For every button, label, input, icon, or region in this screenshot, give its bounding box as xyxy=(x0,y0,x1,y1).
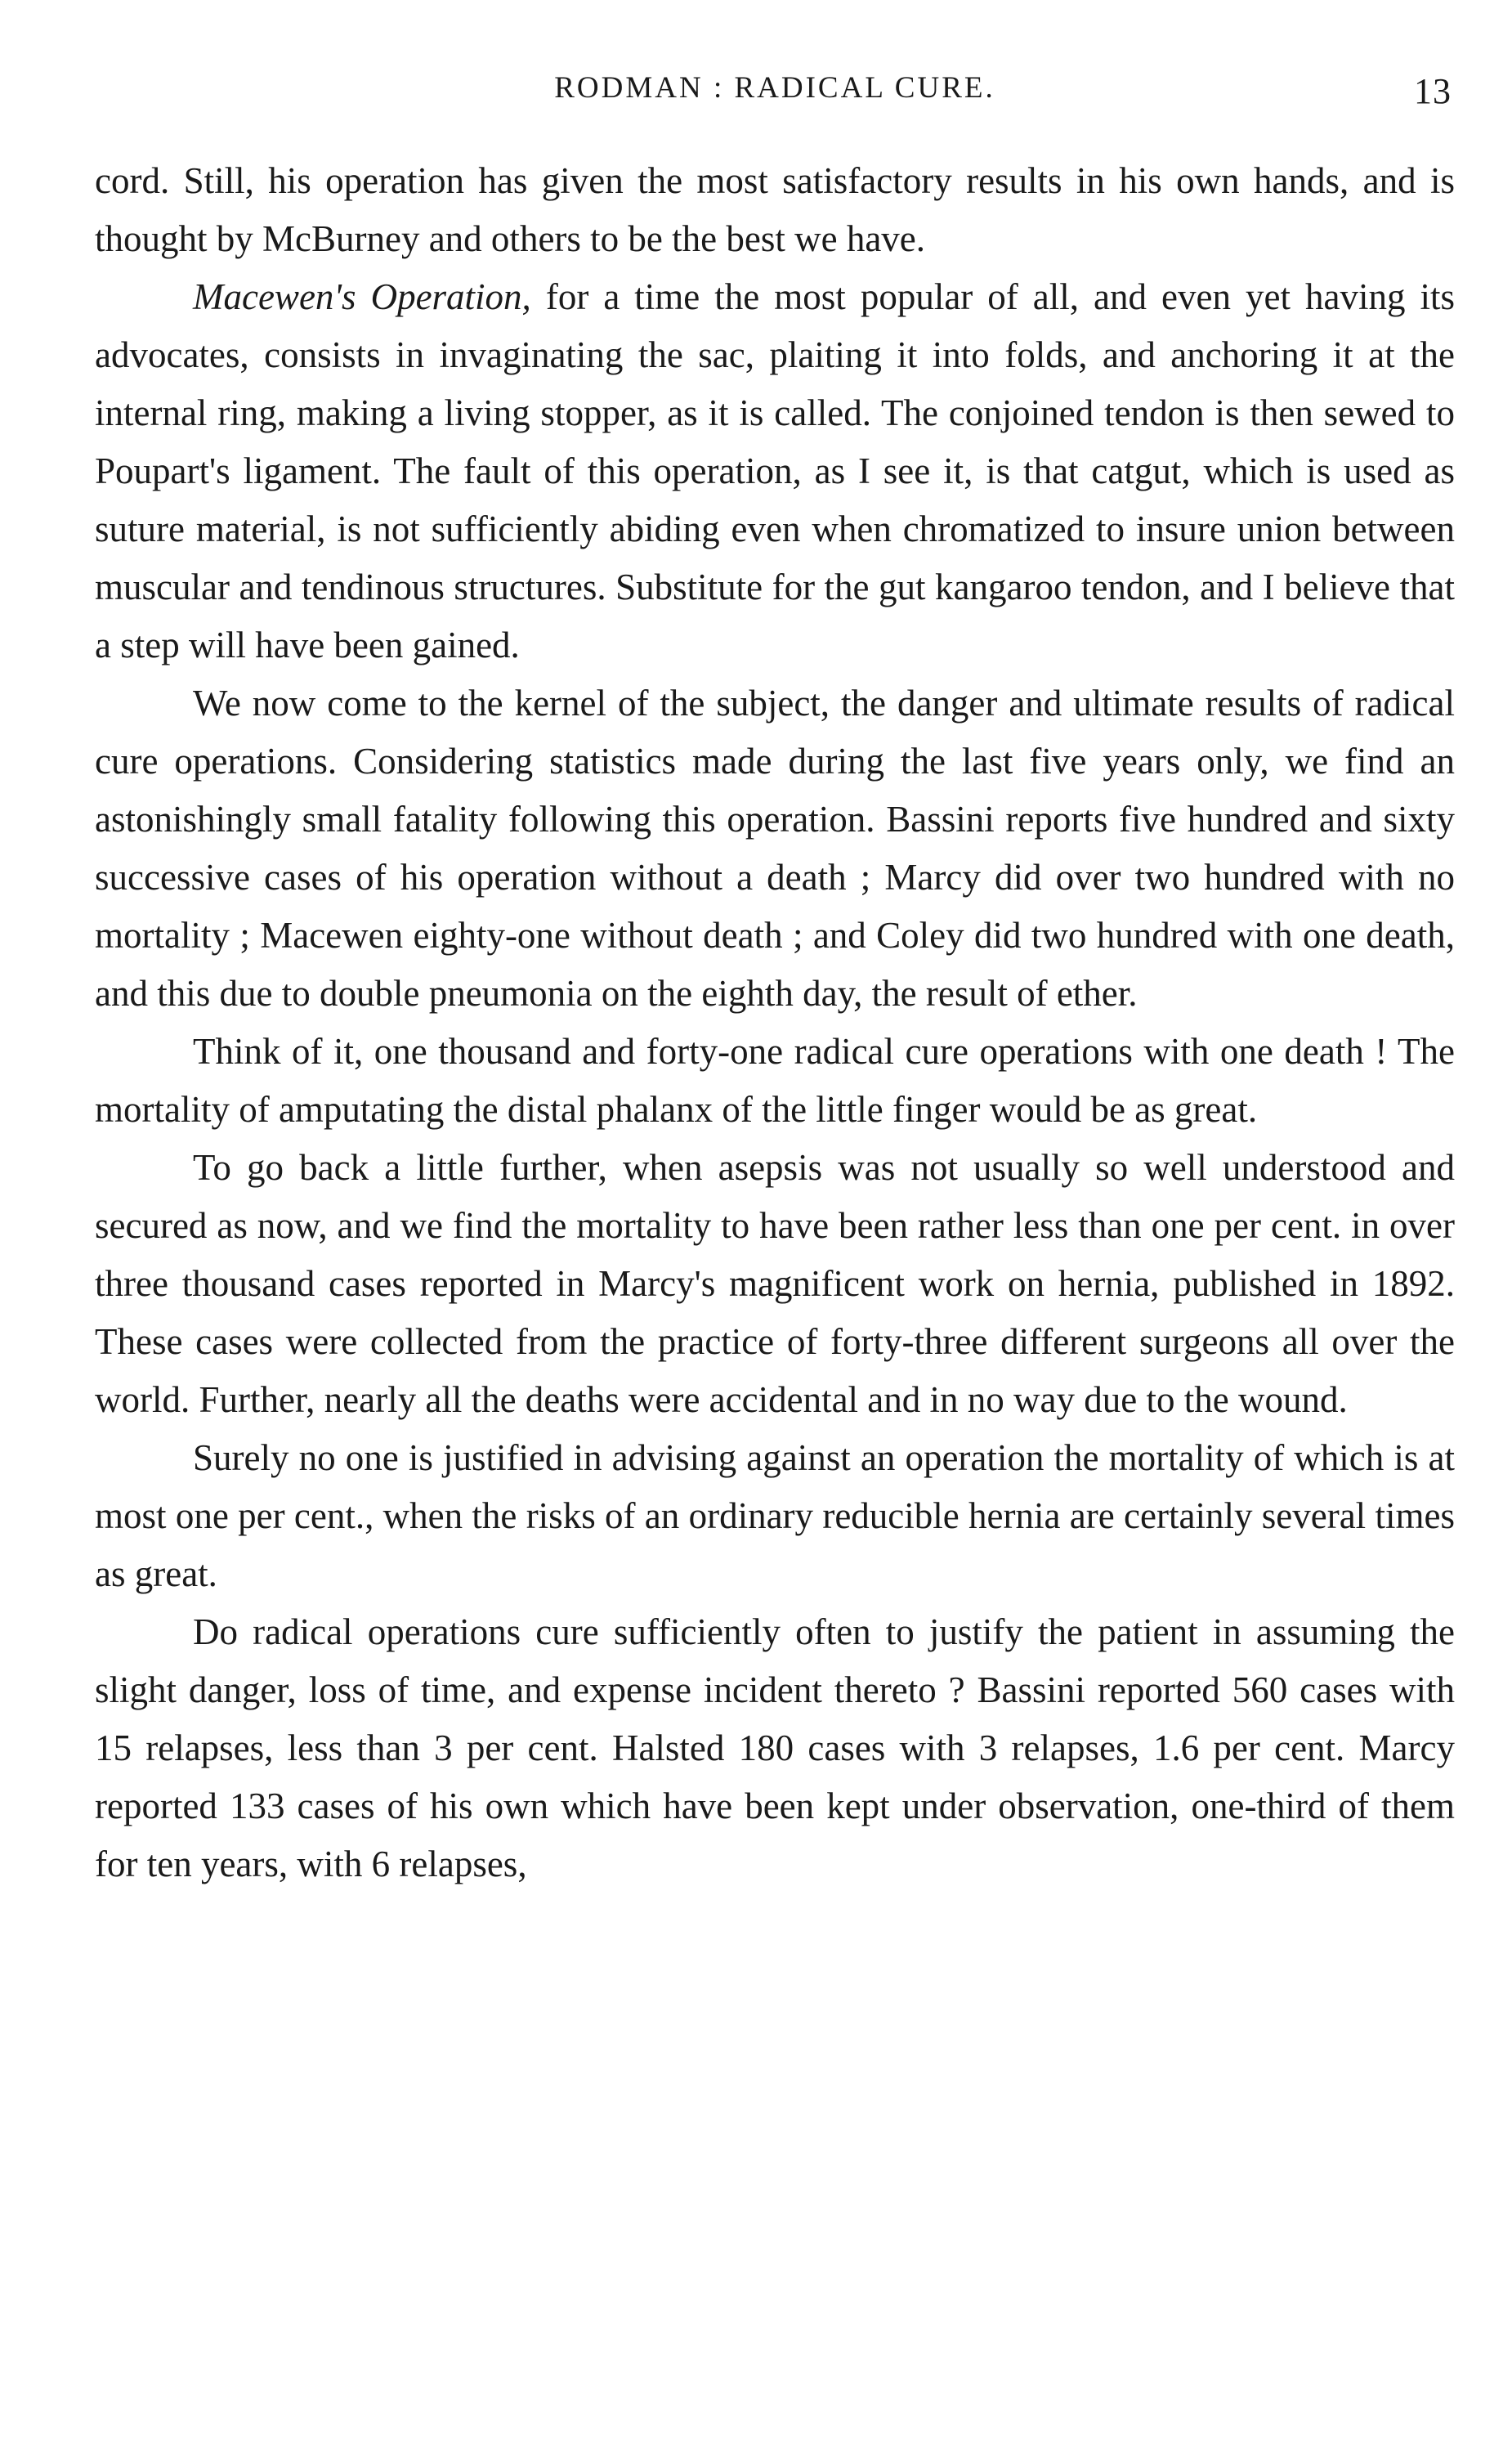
paragraph-5 xyxy=(95,1139,1455,1429)
paragraph-3 xyxy=(95,674,1455,1023)
paragraph-6 xyxy=(95,1429,1455,1603)
paragraph-7 xyxy=(95,1603,1455,1893)
paragraph-4-text: Think of it, one thousand and forty-one radical cure operations with one death ! The mortality of amputating the distal phalanx of the little finger would be as great. xyxy=(95,1031,1455,1130)
document-page xyxy=(95,0,1455,2442)
page-header xyxy=(95,70,1455,119)
paragraph-1-text: cord. Still, his operation has given the most satisfactory results in his own hands, and is thought by McBurney and others to be the best we have. xyxy=(95,160,1455,259)
body-text xyxy=(95,152,1455,1893)
paragraph-4 xyxy=(95,1023,1455,1139)
paragraph-3-text: We now come to the kernel of the subject, the danger and ultimate results of radical cure operations. Considering statistics made during the last five years only, we find an astonishingly small fatality following this operation. Bassini reports five hundred and sixty successive cases of his operation without a death ; Marcy did over two hundred with no mortality ; Macewen eighty-one without death ; and Coley did two hundred with one death, and this due to double pneumonia on the eighth day, the result of ether. xyxy=(95,683,1455,1014)
section-heading-macewen: Macewen's Operation, xyxy=(193,276,531,317)
paragraph-6-text: Surely no one is justified in advising against an operation the mortality of which is at most one per cent., when the risks of an ordinary reducible hernia are certainly several times as great. xyxy=(95,1437,1455,1594)
running-title: RODMAN : RADICAL CURE. xyxy=(554,71,995,105)
paragraph-2-text: for a time the most popular of all, and even yet having its advocates, consists in invaginating the sac, plaiting it into folds, and anchoring it at the internal ring, making a living stopper, as it is called. The conjoined tendon is then sewed to Poupart's ligament. The fault of this operation, as I see it, is that catgut, which is used as suture material, is not sufficiently abiding even when chromatized to insure union between muscular and tendinous structures. Substitute for the gut kangaroo tendon, and I believe that a step will have been gained. xyxy=(95,276,1455,665)
paragraph-1 xyxy=(95,152,1455,268)
paragraph-7-text: Do radical operations cure sufficiently often to justify the patient in assuming the slight danger, loss of time, and expense incident thereto ? Bassini reported 560 cases with 15 relapses, less than 3 per cent. Halsted 180 cases with 3 relapses, 1.6 per cent. Marcy reported 133 cases of his own which have been kept under observation, one-third of them for ten years, with 6 relapses, xyxy=(95,1611,1455,1884)
page-number: 13 xyxy=(1414,71,1452,111)
paragraph-5-text: To go back a little further, when asepsis was not usually so well understood and secured as now, and we find the mortality to have been rather less than one per cent. in over three thousand cases reported in Marcy's magnificent work on hernia, published in 1892. These cases were collected from the practice of forty-three different surgeons all over the world. Further, nearly all the deaths were accidental and in no way due to the wound. xyxy=(95,1147,1455,1420)
paragraph-2 xyxy=(95,268,1455,674)
